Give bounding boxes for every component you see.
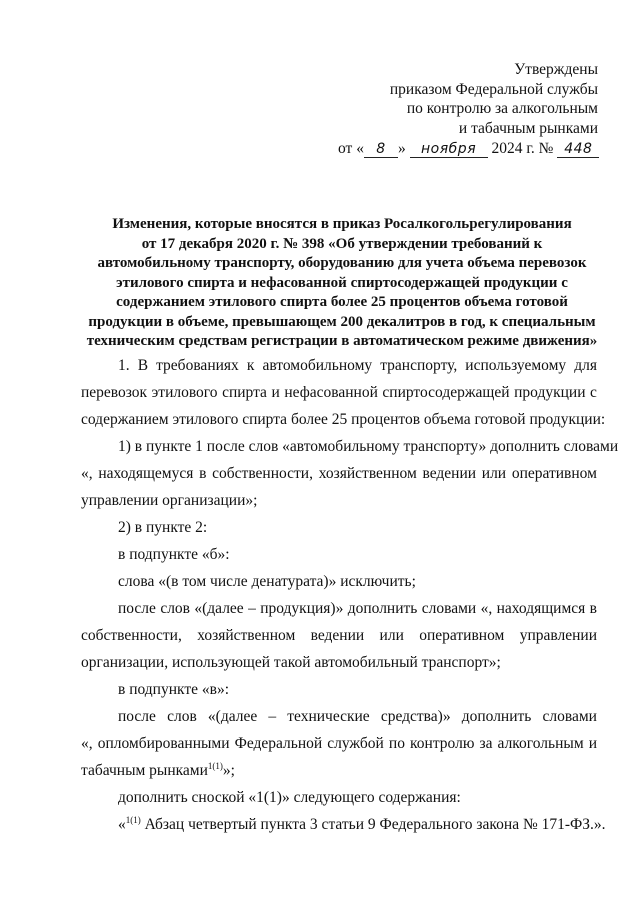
p1l1-word: 1. — [118, 357, 130, 374]
p1l2-word: спиртосодержащей — [382, 384, 510, 401]
p8l1-word: – — [268, 708, 277, 725]
p1l2-word: и — [271, 384, 280, 401]
paragraph-8-line-2 — [81, 730, 597, 757]
date-mid: » — [397, 140, 406, 157]
paragraph-9: дополнить сноской «1(1)» следующего содержания: — [118, 789, 461, 806]
approval-title: Утверждены — [514, 61, 598, 78]
handwritten-month: ноября — [410, 141, 488, 158]
p6l1-word: в — [589, 600, 597, 617]
paragraph-7: в подпункте «в»: — [118, 681, 229, 698]
p1l2-word: продукции — [514, 384, 586, 401]
date-prefix: от « — [338, 140, 364, 157]
handwritten-order-number: 448 — [557, 141, 599, 158]
paragraph-4: в подпункте «б»: — [118, 546, 230, 563]
p8l1-word: после — [118, 708, 156, 725]
paragraph-8-end: »; — [222, 762, 235, 779]
p6l2-word: или — [379, 627, 404, 644]
year-and-number-label: 2024 г. № — [491, 140, 554, 157]
footnote-text: Абзац четвертый пункта 3 статьи 9 Федерального закона № 171-ФЗ.». — [140, 816, 606, 833]
approval-date-line — [338, 139, 598, 159]
p8l2-word: по — [388, 735, 405, 752]
p1l2-word: с — [590, 384, 597, 401]
heading-line: этилового спирта и нефасованной спиртосодержащей продукции с — [116, 274, 568, 291]
approval-line-4: и табачным рынками — [458, 119, 598, 137]
heading-line: автомобильному транспорту, оборудованию для учета объема перевозок — [97, 255, 587, 271]
p1l1-word: к — [246, 357, 255, 374]
p6l1-word: дополнить — [347, 600, 418, 617]
p1l1-word: используемому — [465, 357, 567, 374]
document-body — [81, 352, 619, 838]
p1l1-word: требованиях — [156, 357, 239, 374]
approval-stamp-block — [338, 60, 598, 159]
p2l2-word: собственности, — [212, 465, 313, 482]
p8l1-word: средства)» — [380, 708, 451, 725]
p1l1-word: В — [137, 357, 149, 374]
p8l1-word: словами — [542, 708, 597, 725]
paragraph-5: слова «(в том числе денатурата)» исключить; — [118, 573, 416, 590]
p8l2-word: контролю — [410, 735, 475, 752]
p1l2-word: спирта — [222, 384, 267, 401]
p2l2-word: оперативном — [511, 465, 597, 482]
p8l2-word: и — [588, 735, 597, 752]
paragraph-6-line-2 — [81, 622, 597, 649]
paragraph-2-line-3: управлении организации»; — [81, 492, 258, 509]
heading-line: техническим средствам регистрации в автоматическом режиме движения» — [86, 333, 598, 349]
document-heading — [72, 215, 612, 352]
p6l1-word: «, — [480, 600, 493, 617]
p1l1-word: транспорту, — [380, 357, 458, 374]
heading-line: от 17 декабря 2020 г. № 398 «Об утверждении требований к — [141, 235, 543, 252]
p8l2-word: службой — [327, 735, 384, 752]
p2l2-word: хозяйственном — [318, 465, 417, 482]
p8l2-word: опломбированными — [97, 735, 230, 752]
p6l2-word: ведении — [310, 627, 365, 644]
paragraph-10 — [81, 811, 606, 838]
paragraph-3: 2) в пункте 2: — [118, 519, 208, 536]
paragraph-6-line-1 — [81, 595, 597, 622]
p6l2-word: хозяйственном — [197, 627, 296, 644]
p6l1-word: – — [248, 600, 256, 617]
paragraph-8-line-3 — [81, 757, 597, 784]
approval-line-2: приказом Федеральной службы — [389, 80, 598, 98]
p1l2-word: этилового — [151, 384, 218, 401]
p1l2-word: нефасованной — [284, 384, 378, 401]
p6l2-word: управлении — [519, 627, 597, 644]
heading-line: Изменения, которые вносятся в приказ Росалкогольрегулирования — [112, 216, 572, 232]
p1l1-word: для — [574, 357, 597, 374]
p2l2-word: находящемуся — [98, 465, 194, 482]
p2l2-word: ведении — [422, 465, 477, 482]
p6l1-word: находящимся — [496, 600, 586, 617]
paragraph-8-text: табачным рынками — [81, 762, 208, 779]
paragraph-1-line-3: содержанием этилового спирта более 25 процентов объема готовой продукции: — [81, 411, 606, 428]
p6l1-word: после — [118, 600, 156, 617]
p8l2-word: Федеральной — [234, 735, 323, 752]
heading-line: продукции в объеме, превышающем 200 декалитров в год, к специальным — [88, 313, 596, 330]
paragraph-2-line-2 — [81, 460, 597, 487]
p8l2-word: за — [479, 735, 493, 752]
p6l2-word: оперативном — [419, 627, 505, 644]
paragraph-1-line-1 — [81, 352, 597, 379]
p8l1-word: дополнить — [461, 708, 532, 725]
paragraph-6-line-3: организации, использующей такой автомобильный транспорт»; — [81, 654, 501, 671]
p8l1-word: «(далее — [207, 708, 258, 725]
paragraph-1-line-2 — [81, 379, 597, 406]
p6l1-word: «(далее — [194, 600, 244, 617]
approval-line-3: по контролю за алкогольным — [406, 100, 598, 117]
p2l2-word: «, — [81, 465, 93, 482]
handwritten-day: 8 — [364, 141, 398, 158]
p1l1-word: автомобильному — [262, 357, 373, 374]
p6l1-word: слов — [160, 600, 190, 617]
footnote-mark: 1(1) — [125, 815, 141, 825]
p8l2-word: алкогольным — [497, 735, 584, 752]
paragraph-2-line-1: 1) в пункте 1 после слов «автомобильному транспорту» дополнить словами — [118, 438, 619, 455]
p1l2-word: перевозок — [81, 384, 148, 401]
p8l1-word: технические — [287, 708, 370, 725]
footnote-ref: 1(1) — [207, 761, 223, 771]
p6l2-word: собственности, — [81, 627, 182, 644]
p8l1-word: слов — [167, 708, 197, 725]
heading-line: содержанием этилового спирта более 25 процентов объема готовой — [116, 294, 568, 310]
p6l1-word: словами — [421, 600, 477, 617]
p2l2-word: в — [199, 465, 207, 482]
p6l1-word: продукция)» — [260, 600, 344, 617]
footnote-open-quote: « — [118, 816, 126, 833]
paragraph-8-line-1 — [81, 703, 597, 730]
p2l2-word: или — [481, 465, 507, 482]
p8l2-word: «, — [81, 735, 93, 752]
